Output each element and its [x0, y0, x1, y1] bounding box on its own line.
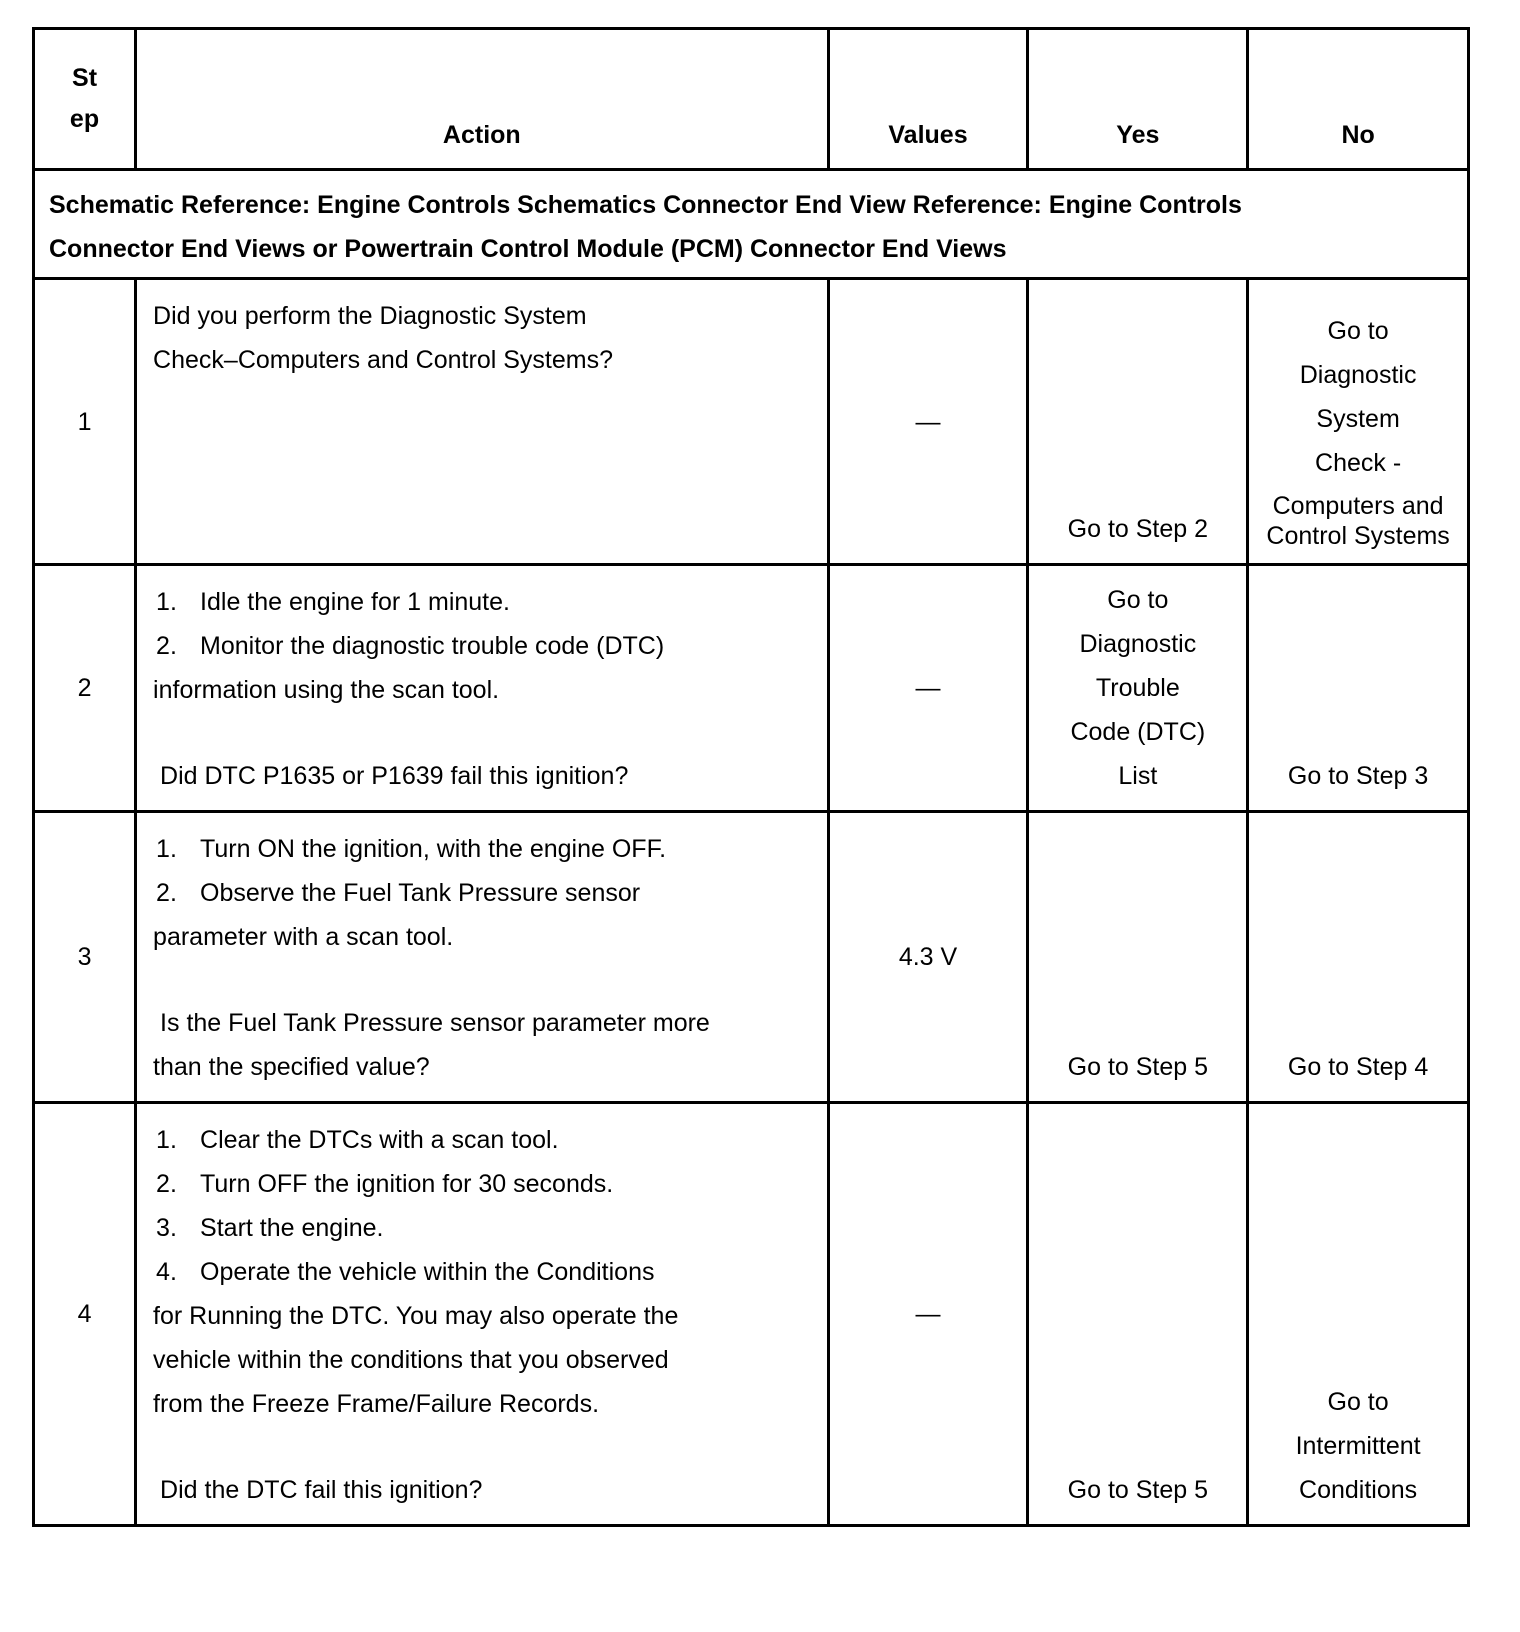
yes-text: Trouble — [1095, 674, 1180, 702]
diagnostic-table — [32, 27, 1470, 1527]
yes-cell — [1028, 565, 1248, 812]
action-cell — [136, 812, 829, 1103]
yes-cell: Go to Step 2 — [1028, 279, 1248, 565]
no-text: System — [1316, 405, 1400, 433]
table-row — [34, 812, 1469, 1103]
action-list-item: 4. Operate the vehicle within the Conditions — [156, 1258, 655, 1286]
action-text: parameter with a scan tool. — [153, 923, 454, 951]
action-question: than the specified value? — [153, 1053, 430, 1081]
no-cell — [1248, 1103, 1469, 1526]
yes-text: Diagnostic — [1079, 630, 1197, 658]
action-list-item: 2. Observe the Fuel Tank Pressure sensor — [156, 879, 641, 907]
action-list-item: 1. Clear the DTCs with a scan tool. — [156, 1126, 559, 1154]
value-cell: — — [828, 1103, 1028, 1526]
table-row — [34, 1103, 1469, 1526]
header-step-line2: ep — [69, 105, 100, 133]
no-text: Control Systems — [1266, 522, 1450, 550]
action-cell — [136, 1103, 829, 1526]
action-cell — [136, 279, 829, 565]
header-step — [34, 29, 136, 170]
no-text: Check - — [1315, 449, 1402, 477]
step-number: 1 — [34, 279, 136, 565]
step-number: 4 — [34, 1103, 136, 1526]
no-text: Go to — [1327, 317, 1389, 345]
yes-text: Code (DTC) — [1070, 718, 1206, 746]
header-yes: Yes — [1028, 29, 1248, 170]
action-question: Did DTC P1635 or P1639 fail this ignition? — [160, 762, 629, 790]
action-cell — [136, 565, 829, 812]
header-no: No — [1248, 29, 1469, 170]
action-text: Check–Computers and Control Systems? — [153, 346, 613, 374]
action-list-item: 3. Start the engine. — [156, 1214, 384, 1242]
no-cell: Go to Step 3 — [1248, 565, 1469, 812]
no-text: Computers and — [1272, 492, 1444, 520]
action-list-item: 2. Monitor the diagnostic trouble code (DTC) — [156, 632, 665, 660]
header-values: Values — [828, 29, 1028, 170]
diagnostic-table-document — [32, 27, 1470, 1527]
schematic-reference — [34, 170, 1469, 279]
no-text: Conditions — [1299, 1476, 1418, 1504]
step-number: 2 — [34, 565, 136, 812]
no-cell: Go to Step 4 — [1248, 812, 1469, 1103]
table-row — [34, 565, 1469, 812]
value-cell: — — [828, 279, 1028, 565]
yes-text: Go to — [1107, 586, 1169, 614]
header-row — [34, 29, 1469, 170]
no-text: Go to — [1327, 1388, 1389, 1416]
value-cell: — — [828, 565, 1028, 812]
reference-line2: Connector End Views or Powertrain Control Module (PCM) Connector End Views — [49, 235, 1007, 263]
action-text: information using the scan tool. — [153, 676, 500, 704]
yes-cell: Go to Step 5 — [1028, 1103, 1248, 1526]
action-question: Is the Fuel Tank Pressure sensor parameter more — [160, 1009, 710, 1037]
value-cell: 4.3 V — [828, 812, 1028, 1103]
action-list-item: 1. Turn ON the ignition, with the engine OFF. — [156, 835, 667, 863]
table-row — [34, 279, 1469, 565]
yes-cell: Go to Step 5 — [1028, 812, 1248, 1103]
action-text: vehicle within the conditions that you observed — [153, 1346, 669, 1374]
action-list-item: 1. Idle the engine for 1 minute. — [156, 588, 510, 616]
action-text: from the Freeze Frame/Failure Records. — [153, 1390, 600, 1418]
reference-line1: Schematic Reference: Engine Controls Schematics Connector End View Reference: Engine Controls — [49, 191, 1242, 219]
action-list-item: 2. Turn OFF the ignition for 30 seconds. — [156, 1170, 614, 1198]
step-number: 3 — [34, 812, 136, 1103]
header-action: Action — [136, 29, 829, 170]
action-text: for Running the DTC. You may also operate the — [153, 1302, 679, 1330]
no-text: Diagnostic — [1299, 361, 1417, 389]
action-text: Did you perform the Diagnostic System — [153, 302, 587, 330]
reference-row — [34, 170, 1469, 279]
no-cell — [1248, 279, 1469, 565]
no-text: Intermittent — [1295, 1432, 1421, 1460]
header-step-line1: St — [72, 64, 98, 92]
action-question: Did the DTC fail this ignition? — [160, 1476, 483, 1504]
yes-text: List — [1118, 762, 1158, 790]
